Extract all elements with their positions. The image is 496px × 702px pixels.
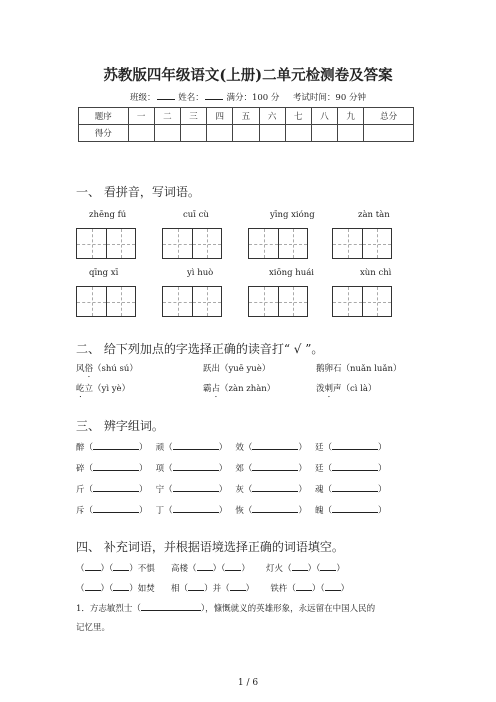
score-cell[interactable] [259,125,285,142]
reading-item-5 [203,382,275,399]
paren: ） [378,464,387,474]
score-cell[interactable] [285,125,311,142]
pinyin-1: zhēng fú [89,210,127,220]
idiom-blank[interactable] [85,561,101,571]
writing-grid-4[interactable] [332,228,392,259]
score-cell[interactable] [128,125,154,142]
char: 斥 [76,506,85,516]
idiom-text: 高楼 [171,564,189,574]
char: 顽 [155,443,165,453]
paren: ） [378,443,387,453]
paren: （ [323,443,332,453]
pinyin-2: cuī cù [183,210,209,220]
section1-heading: 一、 看拼音，写词语。 [76,185,200,199]
answer-blank[interactable] [252,440,298,450]
answer-blank[interactable] [332,461,378,471]
score-cell[interactable] [364,125,414,142]
pinyin-8: xùn chì [360,268,392,278]
idiom-text: 如焚 [137,584,155,594]
header-cell: 题序 [79,108,129,125]
char: 碎 [76,464,85,474]
paren: （ [84,506,94,516]
paren: （ [84,443,94,453]
paren: （ [323,485,332,495]
answer-blank[interactable] [93,461,139,471]
paren: ） [298,485,307,495]
answer-blank[interactable] [93,440,139,450]
score-cell[interactable] [154,125,180,142]
section4-heading: 四、 补充词语，并根据语境选择正确的词语填空。 [76,540,344,554]
idiom-text: 相 [171,584,180,594]
header-cell: 六 [259,108,285,125]
dotted-char: 刺 [324,384,334,394]
char: 廷 [314,443,324,453]
reading-item-1 [76,362,138,379]
header-cell: 四 [207,108,233,125]
idiom-text: 灯火 [266,564,284,574]
item-text: 风 [76,364,85,374]
paren: （ [243,464,253,474]
score-cell[interactable] [207,125,233,142]
paren: ） [218,485,228,495]
paren: ） [298,464,307,474]
word-row-2 [76,461,387,474]
reading-item-2 [203,362,270,374]
idiom-text: 不惧 [137,564,155,574]
section2-heading: 二、 给下列加点的字选择正确的读音打“ √ ”。 [76,342,324,356]
answer-blank[interactable] [93,482,139,492]
section3-heading: 三、 辨字组词。 [76,419,164,433]
exam-info [0,90,496,103]
reading-item-6 [316,382,377,399]
item-text: 鹅卵石（ [316,364,351,374]
idiom-blank[interactable] [225,561,241,571]
writing-grid-2[interactable] [162,228,222,259]
item-text: 跃出（yuē yuè） [203,364,271,374]
idiom-row-1: （ ）（ ）不惧 高楼（ ）（ ） 灯火（ ）（ ） [76,561,345,574]
word-row-3 [76,482,387,495]
class-blank [157,90,175,100]
score-cell[interactable] [233,125,259,142]
paren: ） [218,443,228,453]
writing-grid-6[interactable] [162,286,222,317]
paren: ） [218,464,228,474]
paren: ） [218,506,228,516]
paren: ） [378,506,387,516]
answer-blank[interactable] [173,503,219,513]
question-1-cont: 记忆里。 [76,623,111,633]
idiom-blank[interactable] [230,581,246,591]
idiom-blank[interactable] [296,581,312,591]
idiom-blank[interactable] [113,561,129,571]
paren: （ [164,485,173,495]
writing-grid-7[interactable] [248,286,308,317]
char: 醉 [76,443,85,453]
char: 项 [155,464,165,474]
header-cell: 九 [338,108,364,125]
item-text: 霸 [203,384,212,394]
answer-blank[interactable] [173,440,219,450]
paren: （ [243,443,253,453]
paren: （ [243,506,253,516]
char: 廷 [314,464,324,474]
paren: ） [139,443,148,453]
char: 斤 [76,485,85,495]
score-row [79,125,414,142]
paren: ） [298,443,307,453]
reading-item-4 [76,382,130,399]
writing-grid-1[interactable] [76,228,136,259]
reading-item-3 [316,362,401,374]
char: 丁 [155,506,165,516]
idiom-text: 并 [212,584,222,594]
pinyin-6: yì huò [187,268,214,278]
page-title: 苏教版四年级语文(上册)二单元检测卷及答案 [103,67,393,84]
char: 魄 [314,506,324,516]
question-text: 1．方志敏烈士（ [76,604,141,614]
idiom-blank[interactable] [113,581,129,591]
answer-blank[interactable] [252,482,298,492]
answer-blank[interactable] [93,503,139,513]
score-row-label: 得分 [79,125,129,142]
paren: ） [298,506,307,516]
paren: ） [378,485,387,495]
word-row-4 [76,503,387,516]
writing-grid-8[interactable] [332,286,392,317]
char: 宁 [155,485,165,495]
class-label: 班级： [130,93,156,103]
char: 效 [235,443,244,453]
answer-blank[interactable] [141,601,201,611]
idiom-text: 铁杵 [270,584,288,594]
score-header-row [79,108,414,125]
pinyin-7: xiōng huái [269,268,314,278]
score-table [78,107,414,142]
dotted-char: 屹 [76,384,85,394]
pinyin-3: yīng xióng [270,210,315,220]
answer-blank[interactable] [173,461,219,471]
question-1 [76,601,375,614]
score-cell[interactable] [180,125,206,142]
idiom-row-2: （ ）（ ）如焚 相（ ）并（ ） 铁杵（ ）（ ） [76,581,349,594]
answer-blank[interactable] [332,503,378,513]
word-row-1 [76,440,387,453]
paren: （ [84,485,94,495]
paren: （ [323,506,332,516]
header-cell: 八 [311,108,337,125]
header-cell: 七 [285,108,311,125]
writing-grid-3[interactable] [248,228,308,259]
score-cell[interactable] [338,125,364,142]
paren: ） [139,506,148,516]
paren: （ [243,485,253,495]
pinyin-5: qīng xī [89,268,119,278]
header-cell: 一 [128,108,154,125]
char: 灰 [235,485,244,495]
item-text: 声（cì là） [333,384,377,394]
name-label: 姓名： [178,93,204,103]
idiom-blank[interactable] [320,561,336,571]
idiom-blank[interactable] [188,581,204,591]
header-cell: 三 [180,108,206,125]
idiom-blank[interactable] [85,581,101,591]
pinyin-4: zàn tàn [358,210,390,220]
idiom-blank[interactable] [325,581,341,591]
item-text: （shú sú） [93,364,138,374]
item-text: nuǎn luǎn） [350,364,402,374]
paren: （ [164,506,173,516]
writing-grid-5[interactable] [76,286,136,317]
idiom-blank[interactable] [292,561,308,571]
dotted-char: 俗 [84,364,94,374]
question-text: ），慷慨就义的英雄形象，永远留在中国人民的 [200,604,376,614]
time-label: 考试时间：90 分钟 [292,93,366,103]
answer-blank[interactable] [332,440,378,450]
paren: ） [139,464,148,474]
paren: （ [164,443,173,453]
idiom-blank[interactable] [197,561,213,571]
score-cell[interactable] [311,125,337,142]
header-cell: 五 [233,108,259,125]
name-blank [205,90,223,100]
answer-blank[interactable] [252,503,298,513]
answer-blank[interactable] [252,461,298,471]
char: 魂 [314,485,324,495]
header-cell: 二 [154,108,180,125]
answer-blank[interactable] [332,482,378,492]
char: 恢 [235,506,244,516]
item-text: （zàn zhàn） [220,384,276,394]
page-number: 1 / 6 [237,678,259,688]
paren: （ [164,464,173,474]
dotted-char: 占 [211,384,221,394]
char: 郊 [235,464,244,474]
score-label: 满分：100 分 [226,93,280,103]
item-text: 立（yì yè） [84,384,131,394]
answer-blank[interactable] [173,482,219,492]
header-cell: 总分 [364,108,414,125]
paren: （ [84,464,94,474]
item-text: 泼 [316,384,325,394]
paren: ） [139,485,148,495]
paren: （ [323,464,332,474]
